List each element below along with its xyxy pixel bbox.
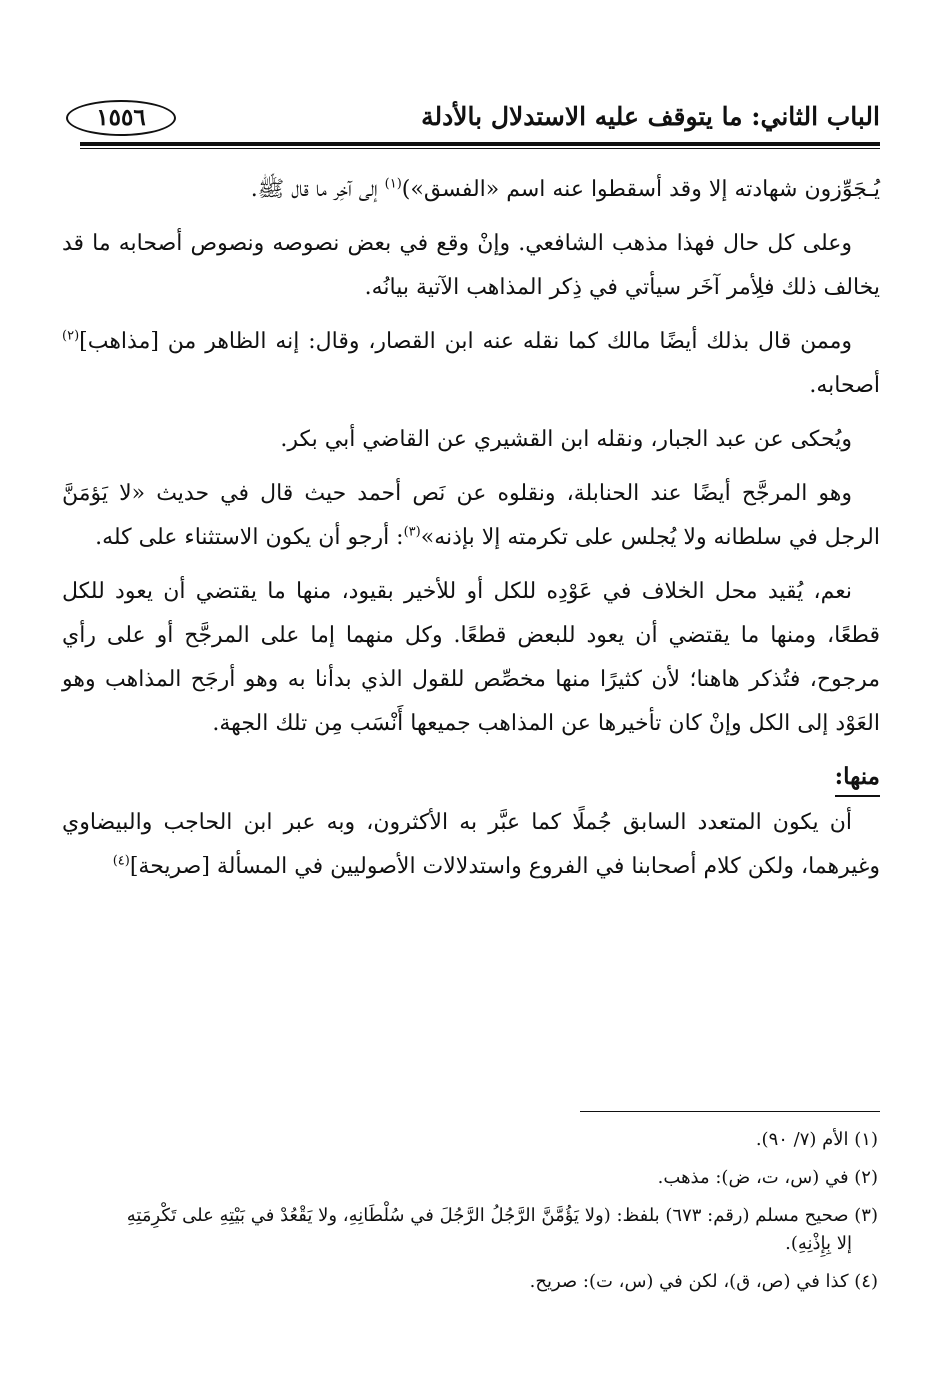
- footnotes: [62, 1126, 880, 1306]
- section-heading-wrap: [62, 756, 880, 801]
- paragraph-4: ويُحكى عن عبد الجبار، ونقله ابن القشيري عن القاضي أبي بكر.: [280, 427, 852, 452]
- chapter-title: الباب الثاني: ما يتوقف عليه الاستدلال بالأدلة: [421, 102, 880, 131]
- book-page: [62, 96, 880, 1292]
- header-rule: [80, 142, 880, 146]
- footnote-3-text: (٣) صحيح مسلم (رقم: ٦٧٣) بلفظ: (ولا يَؤُمَّنَّ الرَّجُلُ الرَّجُلَ في سُلْطَانِهِ، ولا يَقْعُدْ في بَيْتِهِ على تَكْرِمَتِهِ: [126, 1205, 878, 1226]
- header-rule-thin: [80, 148, 880, 149]
- paragraph-6: نعم، يُقيد محل الخلاف في عَوْدِه للكل أو للأخير بقيود، منها ما يقتضي أن يعود للكل قطعًا، ومنها ما يقتضي أن يعود للبعض قطعًا. وكل منهما إما على المرجَّح أو على رأي مرجوح، فتُذكر هاهنا؛ لأن كثيرًا منها مخصِّص للقول الذي بدأنا به وهو أرجَح المذاهب وهو العَوْد إلى الكل وإنْ كان تأخيرها عن المذاهب جميعها أَنْسَب مِن تلك الجهة.: [62, 579, 880, 736]
- paragraph-3-text: وممن قال بذلك أيضًا مالك كما نقله عنه ابن القصار، وقال: إنه الظاهر من [مذاهب]: [79, 329, 852, 354]
- paragraph-5: [62, 472, 880, 560]
- footnote-ref-2: (٢): [62, 328, 80, 344]
- footnote-3-continuation: إلا بِإِذْنِهِ).: [785, 1233, 852, 1254]
- main-text: [62, 168, 880, 899]
- footnote-4: (٤) كذا في (ص، ق)، لكن في (س، ت): صريح.: [529, 1271, 878, 1292]
- paragraph-3: [62, 320, 880, 408]
- footnote-separator: [580, 1111, 880, 1112]
- paragraph-5-tail: : أرجو أن يكون الاستثناء على كله.: [95, 525, 404, 550]
- paragraph-1-tail: إلى آخِر ما قال ﷺ.: [250, 177, 385, 202]
- page-header: [62, 96, 880, 138]
- paragraph-1: [62, 168, 880, 212]
- footnote-1: (١) الأم (٧/ ٩٠).: [755, 1129, 878, 1150]
- footnote-ref-1: (١): [384, 176, 402, 192]
- footnote-2: (٢) في (س، ت، ض): مذهب.: [657, 1167, 878, 1188]
- paragraph-2: وعلى كل حال فهذا مذهب الشافعي. وإنْ وقع في بعض نصوصه ونصوص أصحابه ما قد يخالف ذلك فلِأمر آخَر سيأتي في ذِكر المذاهب الآتية بيانُه.: [62, 231, 880, 300]
- paragraph-7-text: أن يكون المتعدد السابق جُملًا كما عبَّر به الأكثرون، وبه عبر ابن الحاجب والبيضاوي وغيرهما، ولكن كلام أصحابنا في الفروع واستدلالات الأصوليين في المسألة [صريحة]: [62, 810, 880, 879]
- section-heading: منها:: [835, 759, 880, 797]
- footnote-ref-4: (٤): [112, 853, 130, 869]
- paragraph-5-text: وهو المرجَّح أيضًا عند الحنابلة، ونقلوه عن نَص أحمد حيث قال في حديث «لا يَؤمَنَّ الرجل في سلطانه ولا يُجلس على تكرمته إلا بإذنه»: [62, 481, 880, 550]
- footnote-3: [62, 1202, 880, 1258]
- footnote-ref-3: (٣): [403, 524, 421, 540]
- page-number: ١٥٥٦: [66, 100, 176, 136]
- paragraph-1-text: يُـجَوِّزون شهادته إلا وقد أسقطوا عنه اسم «الفسق»): [401, 177, 880, 202]
- paragraph-3-tail: أصحابه.: [809, 373, 880, 398]
- paragraph-7: [62, 801, 880, 889]
